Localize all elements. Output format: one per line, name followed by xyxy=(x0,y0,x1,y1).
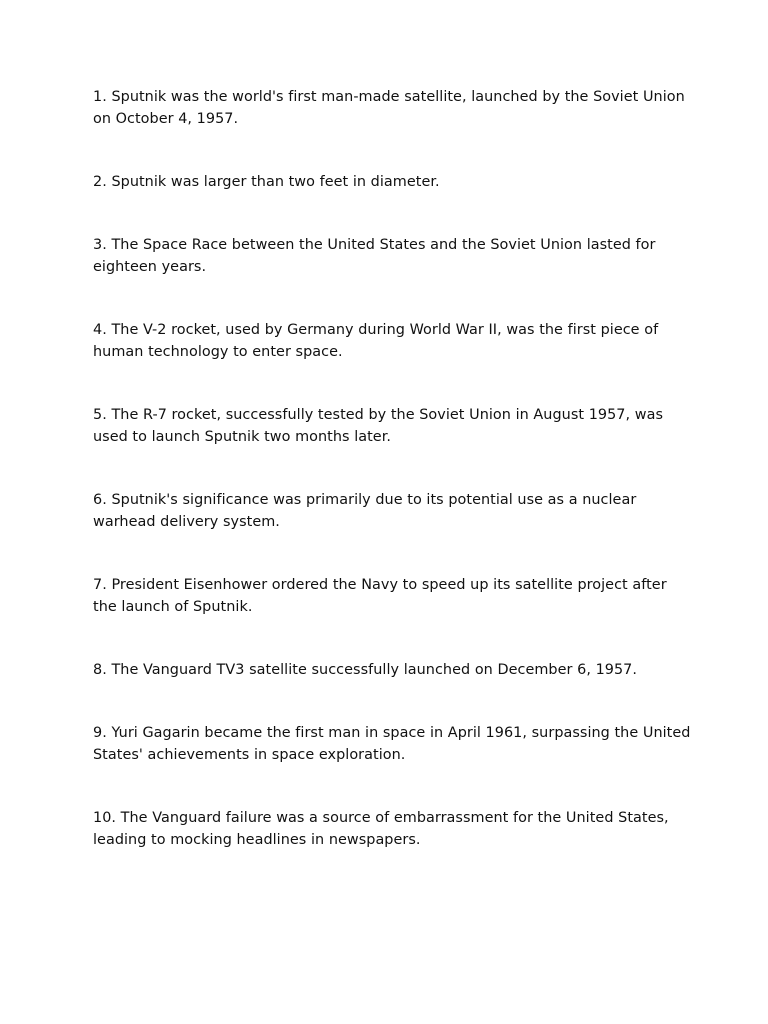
statement-5: 5. The R-7 rocket, successfully tested by the Soviet Union in August 1957, was used to launch Sputnik two months later. xyxy=(93,407,664,445)
statement-8: 8. The Vanguard TV3 satellite successfully launched on December 6, 1957. xyxy=(93,662,638,678)
statement-6: 6. Sputnik's significance was primarily due to its potential use as a nuclear warhead delivery system. xyxy=(93,492,637,530)
statement-2: 2. Sputnik was larger than two feet in diameter. xyxy=(93,174,440,190)
statement-7: 7. President Eisenhower ordered the Navy to speed up its satellite project after the launch of Sputnik. xyxy=(93,577,667,615)
statement-4: 4. The V-2 rocket, used by Germany during World War II, was the first piece of human technology to enter space. xyxy=(93,322,659,360)
statement-list xyxy=(93,86,693,892)
statement-3: 3. The Space Race between the United States and the Soviet Union lasted for eighteen years. xyxy=(93,237,656,275)
statement-10: 10. The Vanguard failure was a source of embarrassment for the United States, leading to mocking headlines in newspapers. xyxy=(93,810,669,848)
statement-1: 1. Sputnik was the world's first man-made satellite, launched by the Soviet Union on October 4, 1957. xyxy=(93,89,685,127)
statement-9: 9. Yuri Gagarin became the first man in space in April 1961, surpassing the United States' achievements in space exploration. xyxy=(93,725,691,763)
